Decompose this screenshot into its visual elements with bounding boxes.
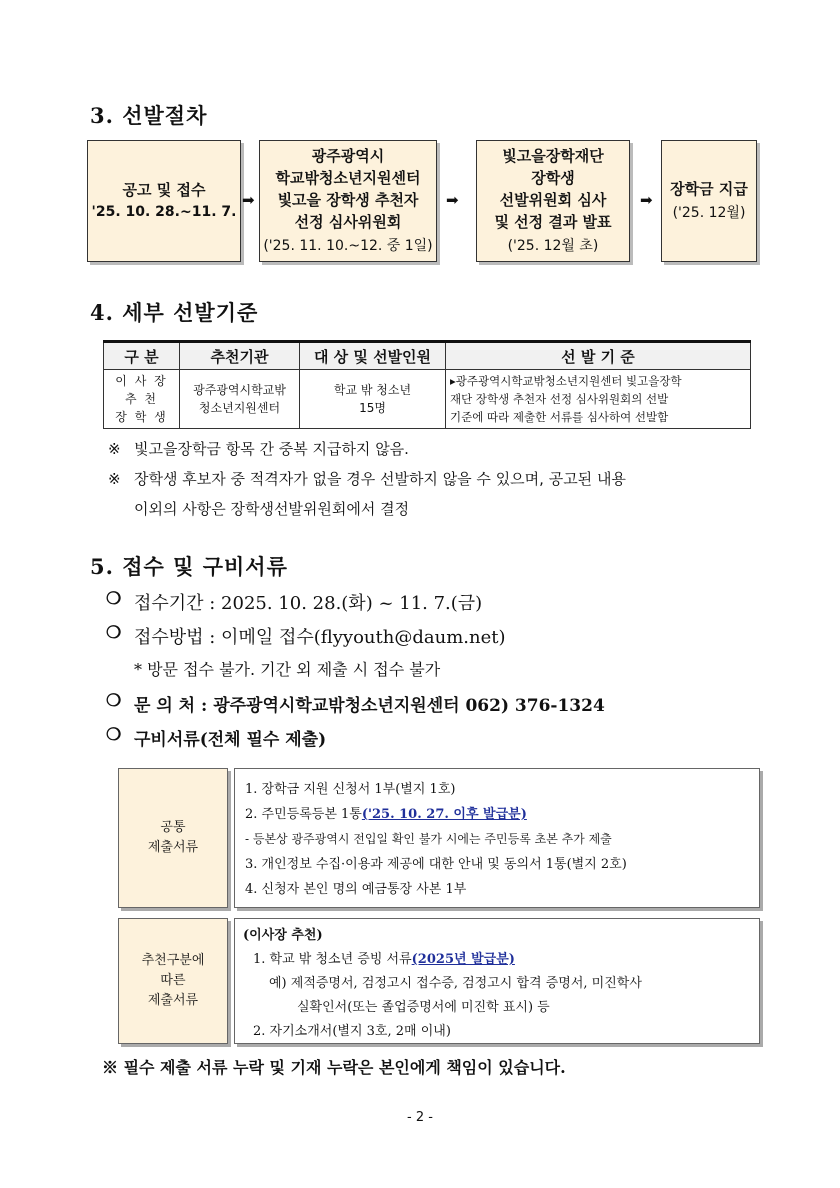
cell-criteria: ▸광주광역시학교밖청소년지원센터 빛고을장학 재단 장학생 추천자 선정 심사위원회의 선발 기준에 따라 제출한 서류를 심사하여 선발함 xyxy=(446,370,751,429)
bullet-icon: ❍ xyxy=(106,623,122,643)
warning-text: ※ 필수 제출 서류 누락 및 기재 누락은 본인에게 책임이 있습니다. xyxy=(102,1058,566,1077)
list-item: - 등본상 광주광역시 전입일 확인 불가 시에는 주민등록 초본 추가 제출 xyxy=(245,832,612,846)
note-no-candidate-cont: 이외의 사항은 장학생선발위원회에서 결정 xyxy=(134,500,410,518)
bullet-icon: ❍ xyxy=(106,589,122,609)
receipt-method: 접수방법 : 이메일 접수(flyyouth@daum.net) xyxy=(134,627,506,648)
cell-target: 학교 밖 청소년 15명 xyxy=(300,370,446,429)
col-header-criteria: 선 발 기 준 xyxy=(446,342,751,370)
flow-step-period: ('25. 12월) xyxy=(672,205,746,221)
flow-step-title: 빛고을장학재단 장학생 선발위원회 심사 및 선정 결과 발표 xyxy=(494,147,612,231)
list-item: 2. 주민등록등본 1통('25. 10. 27. 이후 발급분) xyxy=(245,807,527,822)
flow-arrow-1: ➡ xyxy=(242,191,255,209)
page-number: - 2 - xyxy=(407,1110,433,1125)
note-mark: ※ xyxy=(108,440,121,458)
issue-date-condition: ('25. 10. 27. 이후 발급분) xyxy=(361,807,527,822)
table-header-row xyxy=(104,342,751,370)
table-row xyxy=(104,370,751,429)
flow-step-committee xyxy=(259,140,437,262)
section-4-heading: 4. 세부 선발기준 xyxy=(90,300,259,325)
list-item: 실확인서(또는 졸업증명서에 미진학 표시) 등 xyxy=(297,1000,550,1015)
list-item: 4. 신청자 본인 명의 예금통장 사본 1부 xyxy=(245,882,467,897)
flow-step-selection xyxy=(476,140,630,262)
flow-arrow-3: ➡ xyxy=(640,191,653,209)
issue-year-condition: (2025년 발급분) xyxy=(411,952,515,967)
flow-step-title: 장학금 지급 xyxy=(670,180,748,198)
selection-criteria-table xyxy=(103,340,751,429)
col-header-target: 대 상 및 선발인원 xyxy=(300,342,446,370)
section-5-heading: 5. 접수 및 구비서류 xyxy=(90,554,288,579)
col-header-agency: 추천기관 xyxy=(180,342,300,370)
col-header-category: 구 분 xyxy=(104,342,180,370)
note-duplicate: 빛고을장학금 항목 간 중복 지급하지 않음. xyxy=(134,440,409,458)
cell-category: 이 사 장 추 천 장 학 생 xyxy=(104,370,180,429)
recommend-documents-box xyxy=(234,918,760,1044)
contact-info: 문 의 처 : 광주광역시학교밖청소년지원센터 062) 376-1324 xyxy=(134,696,605,716)
receipt-period: 접수기간 : 2025. 10. 28.(화) ~ 11. 7.(금) xyxy=(134,593,483,614)
list-item: 2. 자기소개서(별지 3호, 2매 이내) xyxy=(253,1024,451,1039)
flow-step-payment xyxy=(661,140,757,262)
common-documents-box xyxy=(234,768,760,908)
common-documents-label: 공통 제출서류 xyxy=(118,768,228,908)
list-item: (이사장 추천) xyxy=(243,928,323,943)
bullet-icon: ❍ xyxy=(106,691,122,711)
flow-step-period: ('25. 12월 초) xyxy=(507,238,599,254)
list-item: 3. 개인정보 수집·이용과 제공에 대한 안내 및 동의서 1통(별지 2호) xyxy=(245,857,627,872)
recommend-documents-label: 추천구분에 따른 제출서류 xyxy=(118,918,228,1044)
note-mark: ※ xyxy=(108,470,121,488)
note-no-candidate: 장학생 후보자 중 적격자가 없을 경우 선발하지 않을 수 있으며, 공고된 내용 xyxy=(134,470,626,488)
section-3-heading: 3. 선발절차 xyxy=(90,103,208,128)
cell-agency: 광주광역시학교밖 청소년지원센터 xyxy=(180,370,300,429)
list-item: 예) 제적증명서, 검정고시 접수증, 검정고시 합격 증명서, 미진학사 xyxy=(269,976,642,991)
list-item: 1. 장학금 지원 신청서 1부(별지 1호) xyxy=(245,782,456,797)
required-documents-title: 구비서류(전체 필수 제출) xyxy=(134,730,327,750)
bullet-icon: ❍ xyxy=(106,725,122,745)
flow-step-title: 광주광역시 학교밖청소년지원센터 빛고을 장학생 추천자 선정 심사위원회 xyxy=(275,147,421,231)
flow-step-period: ('25. 11. 10.~12. 중 1일) xyxy=(263,238,433,254)
flow-step-period: '25. 10. 28.~11. 7. xyxy=(91,204,237,220)
list-item: 1. 학교 밖 청소년 증빙 서류(2025년 발급분) xyxy=(253,952,515,967)
receipt-note: * 방문 접수 불가. 기간 외 제출 시 접수 불가 xyxy=(134,660,441,679)
flow-step-title: 공고 및 접수 xyxy=(122,181,206,199)
flow-arrow-2: ➡ xyxy=(446,191,459,209)
flow-step-announcement xyxy=(87,140,241,262)
